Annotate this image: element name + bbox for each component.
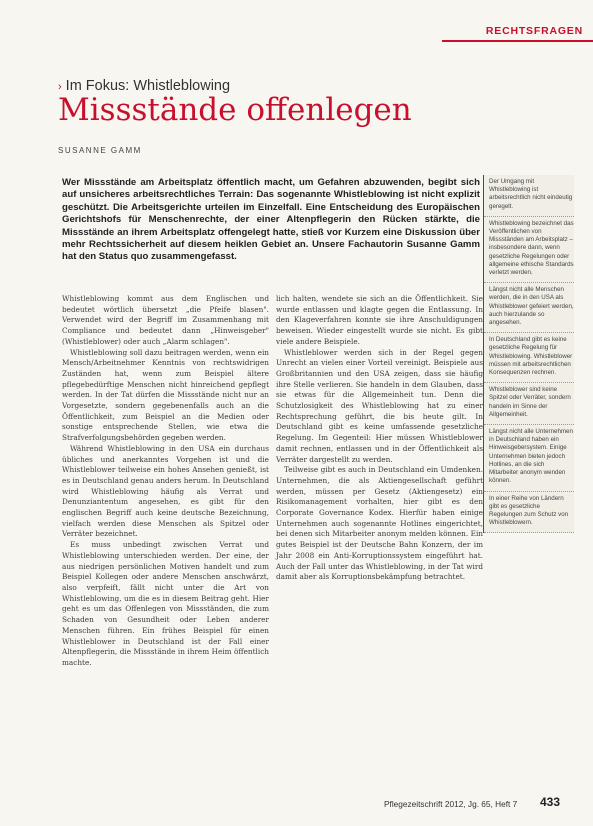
sidebar-note: Der Umgang mit Whistleblowing ist arbeitsrechtlich nicht eindeutig geregelt.: [484, 175, 574, 217]
page-number: 433: [540, 795, 561, 809]
lead-paragraph: Wer Missstände am Arbeitsplatz öffentlich macht, um Gefahren abzuwenden, begibt sich auf unsicheres arbeitsrechtliches Terrain: Das sogenannte Whistleblowing ist nicht explizit geschützt. Die Arbeitsgerichte urteilen im Einzelfall. Eine Entscheidung des Europäischen Gerichtshofs für Menschenrechte, der einer Altenpflegerin den Rücken stärkte, die Missstände an ihrem Arbeitsplatz offengelegt hatte, stieß vor Kurzem eine Diskussion über mehr Rechtssicherheit auf diesem heiklen Gebiet an. Unsere Fachautorin Susanne Gamm hat den Status quo zusammengefasst.: [62, 177, 480, 263]
sidebar-note: Whistleblowing bezeichnet das Veröffentlichen von Missständen am Arbeitsplatz – insbesondere dann, wenn gesetzliche Regelungen oder allgemeine ethische Standards verletzt werden.: [484, 217, 574, 283]
article-title: Missstände offenlegen: [58, 92, 412, 128]
sidebar-note: In Deutschland gibt es keine gesetzliche Regelung für Whistleblowing. Whistleblower müssen mit arbeitsrechtlichen Konsequenzen rechnen.: [484, 333, 574, 383]
section-header: [442, 22, 593, 42]
paragraph: Es muss unbedingt zwischen Verrat und Whistleblowing unterschieden werden. Der eine, der aus niedrigen persönlichen Motiven handelt und zum Beispiel Kollegen oder andere Menschen anschwärzt, also verpfeift, fällt nicht unter die Art von Whistleblowing, um die es in diesem Beitrag geht. Hier geht es um das Offenlegen von Missständen, die zum Schaden von Gesundheit oder Leben anderer Menschen führen. Ein frühes Beispiel für einen Whistleblower in Deutschland ist der Fall einer Altenpflegerin, die Missstände in ihrem Heim öffentlich machte.: [62, 540, 269, 667]
kicker-text: Im Fokus: Whistleblowing: [65, 78, 231, 94]
chevron-right-icon: ›: [58, 81, 62, 93]
paragraph: Whistleblowing soll dazu beitragen werden, wenn ein Mensch/Arbeitnehmer Kenntnis von rechtswidrigen Zuständen hat, wenn zum Beispiel ältere pflegebedürftige Menschen nicht hinreichend gepflegt werden. In der Tat dürfen die Missstände nicht nur an Vorgesetzte, sondern gegebenenfalls auch an die Öffentlichkeit, zum Beispiel an die Medien oder sonstige entsprechende Stellen, wie etwa die Strafverfolgungsbehörden gegeben werden.: [62, 347, 269, 443]
journal-footer: Pflegezeitschrift 2012, Jg. 65, Heft 7: [384, 799, 518, 809]
sidebar-note: Whistleblower sind keine Spitzel oder Verräter, sondern handeln im Sinne der Allgemeinheit.: [484, 383, 574, 425]
body-column-left: [62, 294, 269, 669]
paragraph: Teilweise gibt es auch in Deutschland ein Umdenken. Unternehmen, die als Aktiengesellschaft geführt werden, müssen per Gesetz (Aktiengesetz) ein Risikomanagement vorhalten, hier gibt es den Corporate Governance Kodex. Hierfür haben einige Unternehmen auch sogenannte Hotlines eingerichtet, bei denen sich Mitarbeiter anonym melden können. Ein gutes Beispiel ist der Deutsche Bahn Konzern, der im Jahr 2008 ein Anti-Korruptionssystem eingeführt hat. Auch der Fall unter das Whistleblowing, in der Tat wird damit aber als Korruptionsbekämpfung betrachtet.: [276, 465, 483, 582]
paragraph: Während Whistleblowing in den USA ein durchaus übliches und anerkanntes Vorgehen ist und die Whistleblower teilweise ein hohes Ansehen genießt, ist es in Deutschland genau anders herum. In Deutschland wird Whistleblowing häufig als Verrat und Denunziantentum angesehen, es gibt für den englischen Begriff auch keine deutsche Bezeichnung, vielfach werden diese Menschen als Spitzel oder Verräter bezeichnet.: [62, 443, 269, 539]
summary-sidebar: [483, 175, 574, 533]
author-byline: SUSANNE GAMM: [58, 146, 142, 155]
paragraph: lich halten, wendete sie sich an die Öffentlichkeit. Sie wurde entlassen und klagte gegen die Entlassung. In den Klageverfahren konnte sie ihre Anschuldigungen beweisen. Wieder eingestellt wurde sie nicht. Es gibt viele andere Beispiele.: [276, 294, 483, 346]
paragraph: Whistleblowing kommt aus dem Englischen und bedeutet wörtlich übersetzt „die Pfeife blasen". Verwendet wird der Begriff im Zusammenhang mit Compliance und bedeutet dann „Hinweisgeber" (Whistleblower) oder auch „Alarm schlagen".: [62, 294, 269, 346]
paragraph: Whistleblower werden sich in der Regel gegen Unrecht an vielen einer Vorteil vereinigt. Beispiele aus Großbritannien und den USA zeigen, dass sie häufig ihre Stelle verlieren. Sie handeln in dem Glauben, dass sie etwas für die Allgemeinheit tun. Denn die Schutzlosigkeit des Whistleblowing hat zu einer Rechtsprechung geführt, die bis heute gilt. In Deutschland gibt es keine umfassende gesetzliche Regelung. Im Gegenteil: Hier müssen Whistleblower damit rechnen, entlassen und in der Öffentlichkeit als Verräter dargestellt zu werden.: [276, 347, 483, 464]
sidebar-note: In einer Reihe von Ländern gibt es gesetzliche Regelungen zum Schutz von Whistleblowern.: [484, 492, 574, 534]
body-column-right: [276, 294, 483, 583]
section-label: RECHTSFRAGEN: [485, 25, 583, 37]
sidebar-note: Längst nicht alle Unternehmen in Deutschland haben ein Hinweisgebersystem. Einige Unternehmen bieten jedoch Hotlines, an die sich Mitarbeiter anonym wenden können.: [484, 425, 574, 491]
sidebar-note: Längst nicht alle Menschen werden, die in den USA als Whistleblower gefeiert werden, auch hierzulande so angesehen.: [484, 283, 574, 333]
